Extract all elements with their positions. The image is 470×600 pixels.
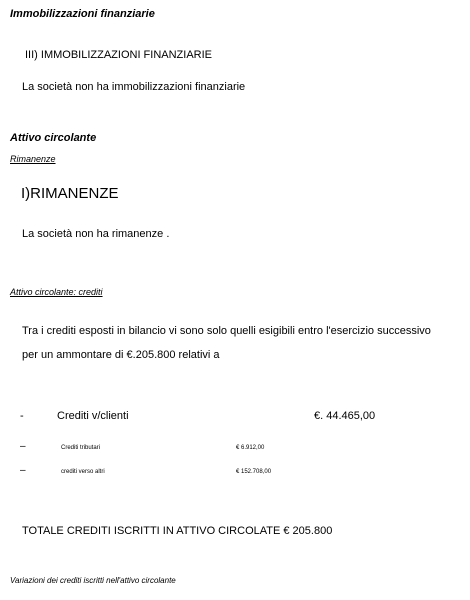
item-label: Crediti v/clienti [57, 410, 129, 422]
item-value: € 6.912,00 [236, 445, 265, 451]
sublink-crediti[interactable]: Attivo circolante: crediti [10, 287, 103, 297]
totale-crediti: TOTALE CREDITI ISCRITTI IN ATTIVO CIRCOLATE € 205.800 [22, 525, 333, 537]
paragraph-crediti-line2: per un ammontare di €.205.800 relativi a [22, 349, 220, 361]
subheading-immobilizzazioni: III) IMMOBILIZZAZIONI FINANZIARIE [25, 49, 213, 61]
footer-variazioni-crediti: Variazioni dei crediti iscritti nell'attivo circolante [10, 576, 176, 585]
item-value: €. 44.465,00 [314, 410, 376, 422]
text-immobilizzazioni: La società non ha immobilizzazioni finanziarie [22, 81, 246, 93]
paragraph-crediti-line1: Tra i crediti esposti in bilancio vi sono solo quelli esigibili entro l'esercizio successivo [22, 325, 431, 337]
item-dash: – [20, 465, 26, 476]
section-heading-attivo-circolante: Attivo circolante [10, 132, 97, 144]
item-value: € 152.708,00 [236, 469, 272, 475]
heading-rimanenze: I)RIMANENZE [21, 185, 119, 202]
item-label: Crediti tributari [61, 445, 101, 451]
item-dash: - [20, 410, 24, 422]
item-label: crediti verso altri [61, 469, 105, 475]
sublink-rimanenze[interactable]: Rimanenze [10, 154, 56, 164]
text-rimanenze: La società non ha rimanenze . [22, 228, 170, 240]
section-heading-immobilizzazioni: Immobilizzazioni finanziarie [10, 8, 155, 20]
item-dash: – [20, 441, 26, 452]
